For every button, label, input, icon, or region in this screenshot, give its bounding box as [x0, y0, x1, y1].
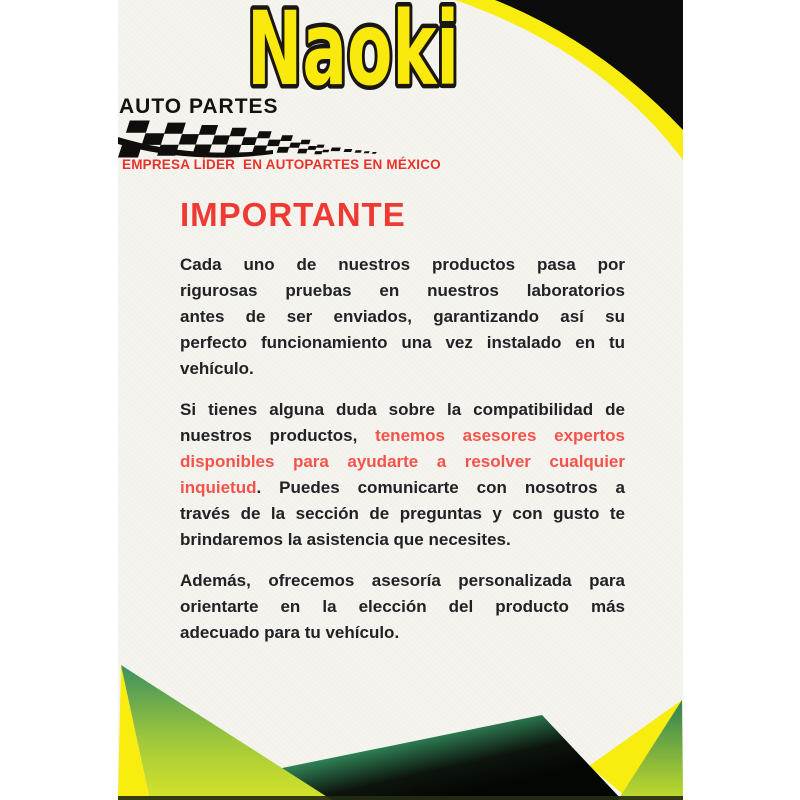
paragraph-line — [180, 475, 625, 501]
tagline: EMPRESA LÍDER EN AUTOPARTES EN MÉXICO — [122, 157, 441, 172]
flag-checker-cell — [224, 145, 241, 153]
flag-checker-cell — [277, 147, 290, 153]
flag-checker-cell — [199, 125, 218, 135]
flag-checker-cell — [322, 150, 329, 153]
flag-checker-cell — [364, 151, 370, 153]
flag-checker-cell — [308, 146, 317, 150]
flag-checker-cell — [280, 135, 293, 141]
paragraph-quality — [180, 252, 625, 382]
paragraph-line: vehículo. — [180, 359, 254, 378]
flag-checker-cell — [241, 137, 257, 145]
flag-checker-cell — [316, 145, 324, 148]
flag-checker-cell — [179, 134, 200, 144]
text-segment: nuestros productos, — [180, 426, 358, 445]
naoki-logo: Naoki — [247, 0, 459, 109]
text-segment: . Puedes comunicarte con nosotros a — [256, 478, 625, 497]
flag-checker-cell — [126, 121, 150, 133]
paragraph-support — [180, 397, 625, 553]
paragraph-advice — [180, 568, 625, 646]
body-text — [180, 252, 625, 661]
flag-checker-cell — [164, 123, 186, 134]
flag-checker-cell — [355, 150, 362, 153]
page-title: IMPORTANTE — [180, 196, 406, 233]
flag-checker-cell — [257, 131, 272, 138]
flag-checker-cell — [314, 151, 322, 154]
text-segment-highlight: tenemos asesores expertos — [375, 426, 625, 445]
flag-checker-cell — [344, 149, 353, 152]
auto-partes-subtitle: AUTO PARTES — [119, 95, 279, 118]
paragraph-line: perfecto funcionamiento una vez instalado en tu — [180, 333, 625, 352]
flag-checker-cell — [300, 140, 310, 145]
paragraph-line: disponibles para ayudarte a resolver cualquier — [180, 452, 625, 471]
flag-checker-cell — [372, 152, 377, 154]
flag-checker-cell — [142, 133, 165, 145]
paragraph-line: través de la sección de preguntas y con gusto te — [180, 504, 625, 523]
paragraph-line: Cada uno de nuestros productos pasa por — [180, 255, 625, 274]
paragraph-line: rigurosas pruebas en nuestros laboratorios — [180, 281, 625, 300]
corner-curve-decoration — [453, 0, 683, 170]
paragraph-line: antes de ser enviados, garantizando así su — [180, 307, 625, 326]
paragraph-line: orientarte en la elección del producto más — [180, 597, 625, 616]
paragraph-line — [180, 423, 625, 449]
flag-checker-cell — [297, 149, 307, 154]
text-segment-highlight: inquietud — [180, 478, 257, 497]
paragraph-line: brindaremos la asistencia que necesites. — [180, 530, 511, 549]
flag-checker-cell — [267, 140, 281, 147]
paragraph-line: Además, ofrecemos asesoría personalizada para — [180, 571, 625, 590]
flag-checker-cell — [230, 128, 247, 137]
bottom-triangles-decoration — [118, 650, 683, 800]
paragraph-line: adecuado para tu vehículo. — [180, 623, 400, 642]
bottom-edge-strip — [118, 796, 683, 800]
flag-checker-cell — [289, 143, 301, 148]
paragraph-line: Si tienes alguna duda sobre la compatibilidad de — [180, 400, 625, 419]
flyer-content-area — [118, 0, 683, 800]
flag-checker-cell — [331, 148, 341, 152]
flag-checker-cell — [212, 135, 230, 144]
